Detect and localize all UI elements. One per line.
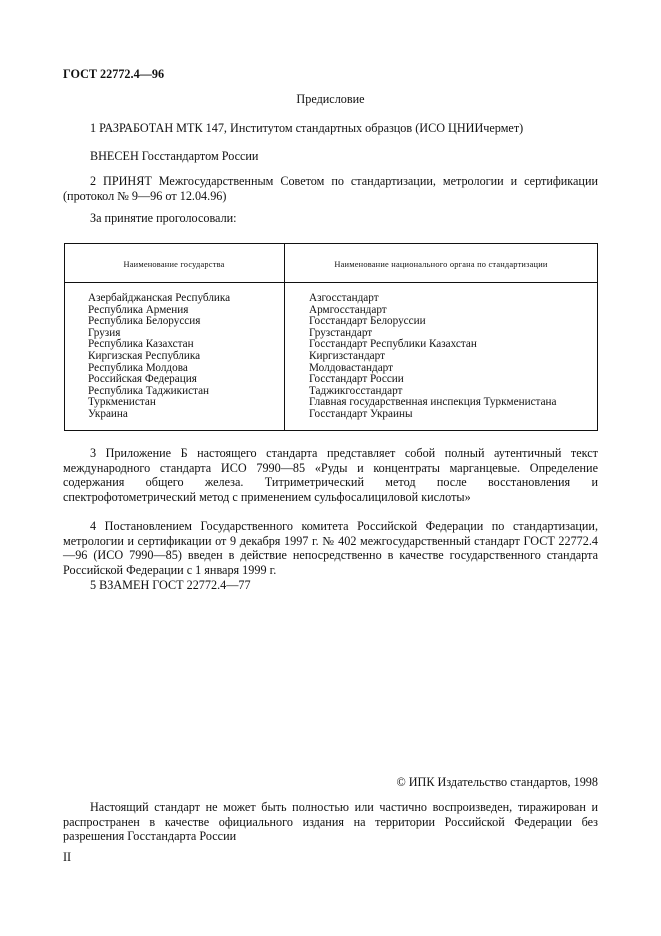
copyright: © ИПК Издательство стандартов, 1998 bbox=[396, 775, 598, 789]
item-1-developed: 1 РАЗРАБОТАН МТК 147, Институтом стандартных образцов (ИСО ЦНИИчермет) bbox=[90, 121, 524, 135]
body-cell: Госстандарт Республики Казахстан bbox=[309, 338, 477, 351]
state-cell: Киргизская Республика bbox=[88, 349, 201, 362]
voted-intro: За принятие проголосовали: bbox=[90, 211, 237, 225]
page-number: II bbox=[63, 850, 72, 864]
state-cell: Туркменистан bbox=[88, 396, 156, 409]
state-cell: Азербайджанская Республика bbox=[88, 292, 231, 304]
document-code: ГОСТ 22772.4—96 bbox=[63, 67, 165, 81]
state-cell: Республика Таджикистан bbox=[88, 384, 210, 397]
body-cell: Главная государственная инспекция Туркменистана bbox=[309, 396, 557, 409]
state-cell: Российская Федерация bbox=[88, 373, 197, 386]
body-cell: Госстандарт Белоруссии bbox=[309, 315, 426, 328]
body-cell: Грузстандарт bbox=[309, 326, 373, 339]
state-cell: Грузия bbox=[88, 326, 121, 339]
national-body-list bbox=[309, 293, 556, 421]
item-3-annex: 3 Приложение Б настоящего стандарта представляет собой полный аутентичный текст международного стандарта ИСО 7990—85 «Руды и концентраты марганцевые. Определение содержания общего железа. Титриметрический метод после восстановления и спектрофотометрический метод с применением сульфосалициловой кислоты» bbox=[63, 446, 598, 505]
body-cell: Азгосстандарт bbox=[309, 292, 379, 304]
body-cell: Армгосстандарт bbox=[309, 303, 387, 316]
introduced-by: ВНЕСЕН Госстандартом России bbox=[90, 149, 259, 163]
foreword-title: Предисловие bbox=[296, 92, 365, 106]
voting-table bbox=[64, 243, 598, 431]
body-cell: Госстандарт России bbox=[309, 373, 404, 386]
item-4-resolution: 4 Постановлением Государственного комитета Российской Федерации по стандартизации, метрологии и сертификации от 9 декабря 1997 г. № 402 межгосударственный стандарт ГОСТ 22772.4—96 (ИСО 7990—85) введен в действие непосредственно в качестве государственного стандарта Российской Федерации с 1 января 1999 г. bbox=[63, 519, 598, 578]
column-header-state: Наименование государства bbox=[123, 260, 225, 269]
body-cell: Таджикгосстандарт bbox=[309, 384, 403, 397]
state-cell: Республика Молдова bbox=[88, 361, 188, 374]
state-cell: Республика Белоруссия bbox=[88, 315, 201, 328]
item-2-adopted: 2 ПРИНЯТ Межгосударственным Советом по стандартизации, метрологии и сертификации (протокол № 9—96 от 12.04.96) bbox=[63, 174, 598, 203]
state-cell: Республика Казахстан bbox=[88, 338, 194, 351]
column-header-body: Наименование национального органа по стандартизации bbox=[334, 260, 548, 269]
state-cell: Республика Армения bbox=[88, 303, 189, 316]
item-5-replaces: 5 ВЗАМЕН ГОСТ 22772.4—77 bbox=[90, 578, 251, 592]
state-list bbox=[88, 293, 230, 421]
body-cell: Киргизстандарт bbox=[309, 349, 385, 362]
body-cell: Молдовастандарт bbox=[309, 361, 394, 374]
body-cell: Госстандарт Украины bbox=[309, 407, 413, 420]
state-cell: Украина bbox=[88, 407, 128, 420]
reproduction-notice: Настоящий стандарт не может быть полностью или частично воспроизведен, тиражирован и распространен в качестве официального издания на территории Российской Федерации без разрешения Госстандарта России bbox=[63, 800, 598, 844]
